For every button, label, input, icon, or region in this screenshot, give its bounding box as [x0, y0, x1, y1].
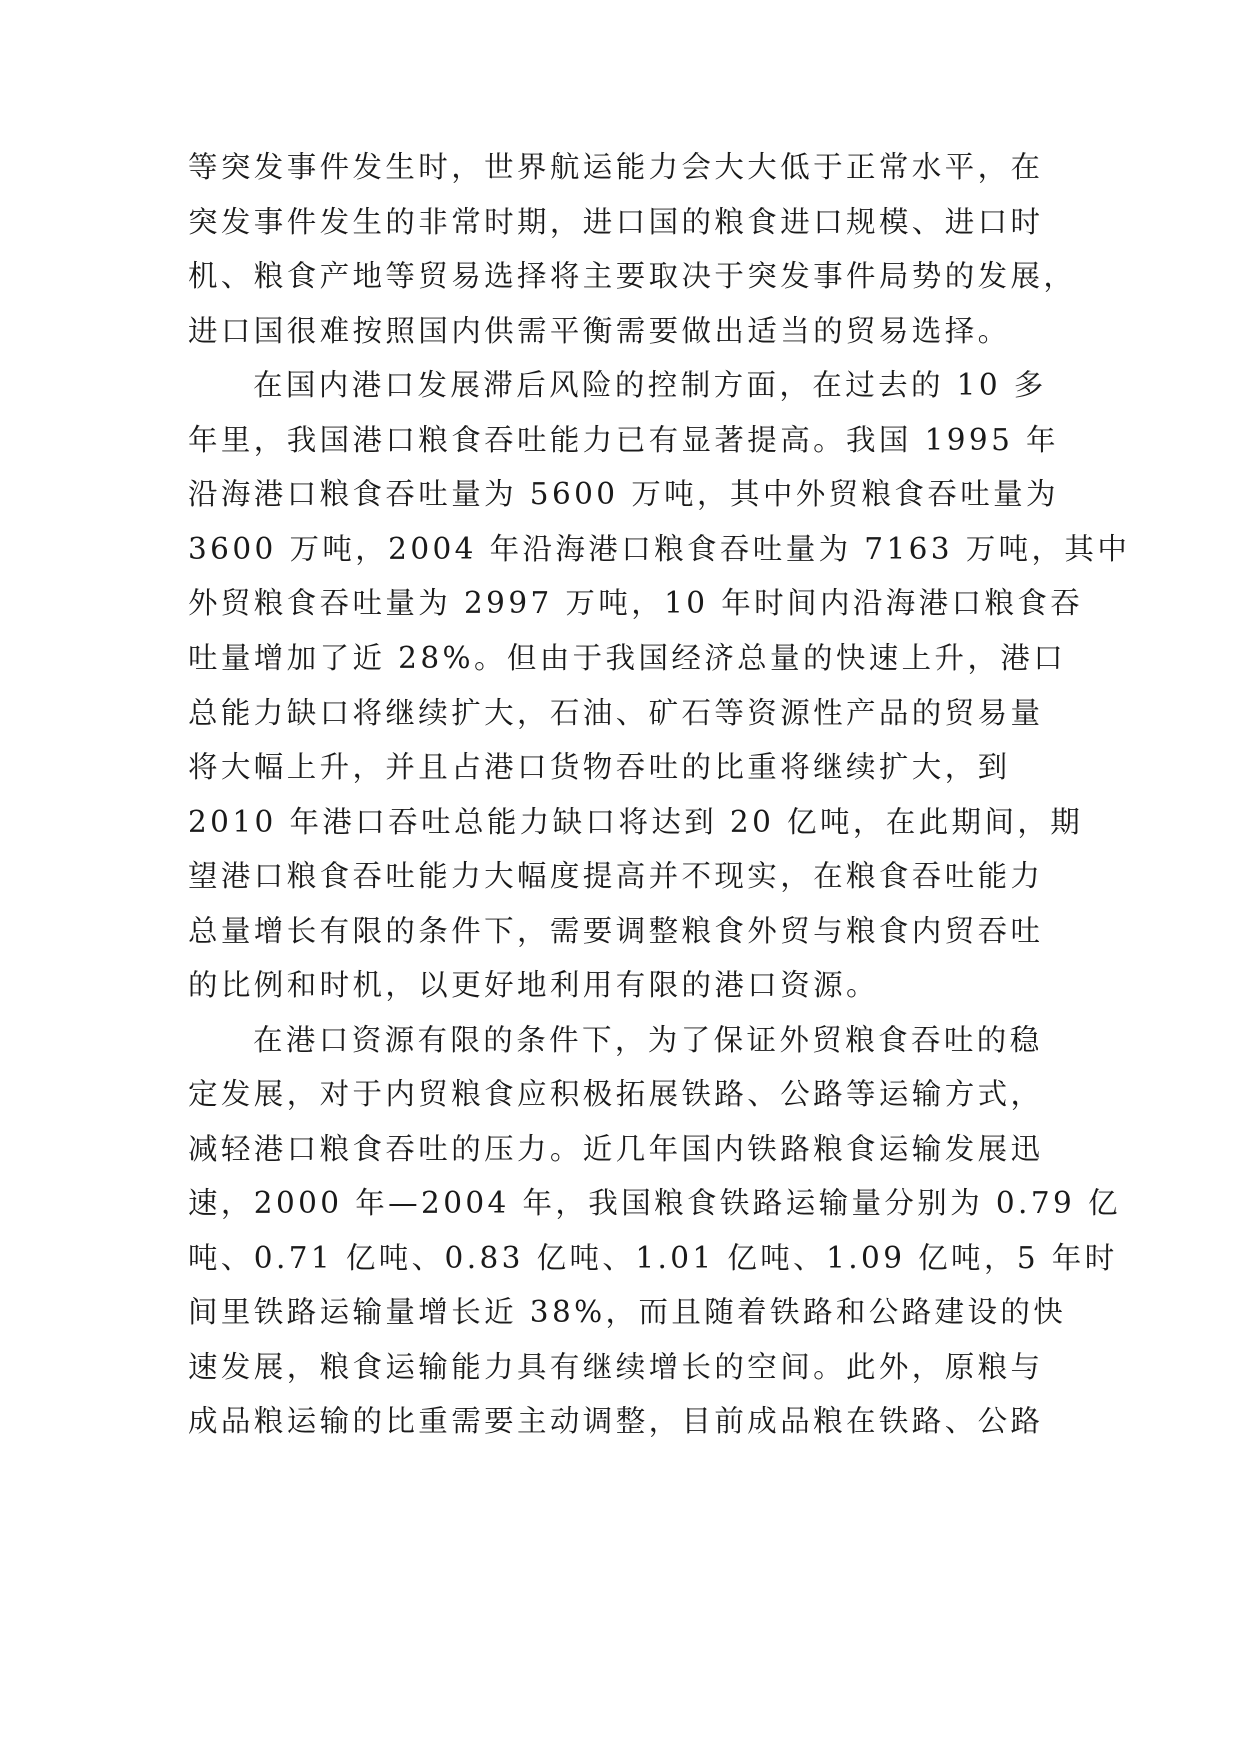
- text-line: 等突发事件发生时，世界航运能力会大大低于正常水平，在: [188, 150, 1044, 184]
- text-line: 间里铁路运输量增长近 38%，而且随着铁路和公路建设的快: [188, 1295, 1067, 1329]
- text-line: 成品粮运输的比重需要主动调整，目前成品粮在铁路、公路: [188, 1404, 1044, 1438]
- text-line: 总能力缺口将继续扩大，石油、矿石等资源性产品的贸易量: [188, 696, 1044, 730]
- text-line: 吨、0.71 亿吨、0.83 亿吨、1.01 亿吨、1.09 亿吨，5 年时: [188, 1241, 1118, 1275]
- text-line: 速，2000 年—2004 年，我国粮食铁路运输量分别为 0.79 亿: [188, 1186, 1121, 1220]
- text-line: 沿海港口粮食吞吐量为 5600 万吨，其中外贸粮食吞吐量为: [188, 477, 1059, 511]
- text-line: 年里，我国港口粮食吞吐能力已有显著提高。我国 1995 年: [188, 423, 1059, 457]
- text-line: 吐量增加了近 28%。但由于我国经济总量的快速上升，港口: [188, 641, 1067, 675]
- paragraph-start-line: 在国内港口发展滞后风险的控制方面，在过去的 10 多: [253, 368, 1047, 402]
- text-line: 定发展，对于内贸粮食应积极拓展铁路、公路等运输方式，: [188, 1077, 1044, 1111]
- text-line: 进口国很难按照国内供需平衡需要做出适当的贸易选择。: [188, 314, 1011, 348]
- text-line: 将大幅上升，并且占港口货物吞吐的比重将继续扩大，到: [188, 750, 1011, 784]
- text-line: 的比例和时机，以更好地利用有限的港口资源。: [188, 968, 879, 1002]
- text-line: 减轻港口粮食吞吐的压力。近几年国内铁路粮食运输发展迅: [188, 1132, 1044, 1166]
- text-line: 突发事件发生的非常时期，进口国的粮食进口规模、进口时: [188, 205, 1044, 239]
- paragraph-start-line: 在港口资源有限的条件下，为了保证外贸粮食吞吐的稳: [253, 1023, 1043, 1057]
- text-line: 总量增长有限的条件下，需要调整粮食外贸与粮食内贸吞吐: [188, 914, 1044, 948]
- text-line: 速发展，粮食运输能力具有继续增长的空间。此外，原粮与: [188, 1350, 1044, 1384]
- text-line: 望港口粮食吞吐能力大幅度提高并不现实，在粮食吞吐能力: [188, 859, 1044, 893]
- text-line: 3600 万吨，2004 年沿海港口粮食吞吐量为 7163 万吨，其中: [188, 532, 1131, 566]
- text-line: 外贸粮食吞吐量为 2997 万吨，10 年时间内沿海港口粮食吞: [188, 586, 1084, 620]
- text-line: 2010 年港口吞吐总能力缺口将达到 20 亿吨，在此期间，期: [188, 805, 1084, 839]
- text-line: 机、粮食产地等贸易选择将主要取决于突发事件局势的发展，: [188, 259, 1077, 293]
